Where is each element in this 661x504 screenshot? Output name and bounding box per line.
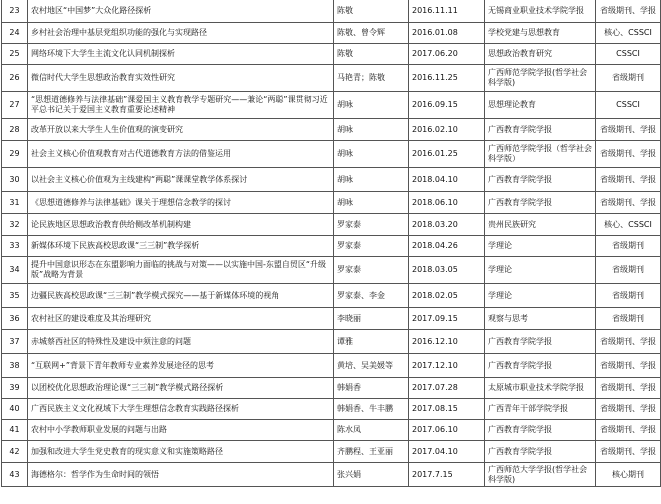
publication-table	[1, 0, 661, 487]
date-cell: 2017.7.15	[409, 463, 485, 487]
title-cell: 边疆民族高校思政课“三三制”教学模式探究——基于新媒体环境的视角	[28, 284, 334, 308]
title-cell: 以团校优化思想政治理论课“三三制”教学模式路径探析	[28, 378, 334, 399]
level-cell: 省级期刊	[596, 257, 661, 284]
title-cell: 广西民族主义文化视域下大学生理想信念教育实践路径探析	[28, 399, 334, 420]
authors-cell: 陈敬	[334, 44, 409, 65]
level-cell: 省级期刊、学报	[596, 119, 661, 141]
date-cell: 2016.02.10	[409, 119, 485, 141]
title-cell: 新媒体环境下民族高校思政课“三三制”教学探析	[28, 236, 334, 257]
title-cell: 社会主义核心价值观教育对古代道德教育方法的借鉴运用	[28, 141, 334, 168]
journal-cell: 广西青年干部学院学报	[485, 399, 596, 420]
table-row	[2, 119, 661, 141]
authors-cell: 陈水凤	[334, 420, 409, 441]
table-row	[2, 236, 661, 257]
journal-cell: 学理论	[485, 236, 596, 257]
table-row	[2, 399, 661, 420]
row-number-cell: 37	[2, 330, 28, 354]
date-cell: 2017.08.15	[409, 399, 485, 420]
authors-cell: 韩娟香	[334, 378, 409, 399]
authors-cell: 陈敬	[334, 0, 409, 23]
row-number-cell: 29	[2, 141, 28, 168]
table-row	[2, 65, 661, 92]
level-cell: 核心、CSSCI	[596, 214, 661, 236]
journal-cell: 广西师范大学学报(哲学社会科学版)	[485, 463, 596, 487]
journal-cell: 学理论	[485, 257, 596, 284]
table-row	[2, 441, 661, 463]
table-row	[2, 92, 661, 119]
row-number-cell: 43	[2, 463, 28, 487]
title-cell: 农村社区的建设难度及其治理研究	[28, 308, 334, 330]
table-row	[2, 308, 661, 330]
row-number-cell: 42	[2, 441, 28, 463]
journal-cell: 贵州民族研究	[485, 214, 596, 236]
row-number-cell: 34	[2, 257, 28, 284]
journal-cell: 思想理论教育	[485, 92, 596, 119]
title-cell: “思想道德修养与法律基础”课爱国主义教育教学专题研究——兼论“两聪”课贯彻习近平总书记关于爱国主义教育重要论述精神	[28, 92, 334, 119]
authors-cell: 胡咏	[334, 168, 409, 192]
date-cell: 2016.09.15	[409, 92, 485, 119]
level-cell: 省级期刊	[596, 284, 661, 308]
table-row	[2, 330, 661, 354]
authors-cell: 胡咏	[334, 92, 409, 119]
publication-table-body	[2, 0, 661, 487]
title-cell: 以社会主义核心价值观为主线建构“两聪”课课堂教学体系探讨	[28, 168, 334, 192]
date-cell: 2016.11.11	[409, 0, 485, 23]
journal-cell: 广西师范学院学报(哲学社会科学版)	[485, 65, 596, 92]
date-cell: 2017.07.28	[409, 378, 485, 399]
journal-cell: 太原城市职业技术学院学报	[485, 378, 596, 399]
journal-cell: 思想政治教育研究	[485, 44, 596, 65]
title-cell: 农村地区“中国梦”大众化路径探析	[28, 0, 334, 23]
authors-cell: 胡咏	[334, 141, 409, 168]
date-cell: 2016.11.25	[409, 65, 485, 92]
authors-cell: 齐鹏程、王亚丽	[334, 441, 409, 463]
date-cell: 2017.09.15	[409, 308, 485, 330]
date-cell: 2018.04.10	[409, 168, 485, 192]
date-cell: 2017.04.10	[409, 441, 485, 463]
level-cell: 省级期刊	[596, 236, 661, 257]
table-row	[2, 284, 661, 308]
date-cell: 2016.01.25	[409, 141, 485, 168]
table-row	[2, 168, 661, 192]
level-cell: 省级期刊、学报	[596, 441, 661, 463]
authors-cell: 黄培、吴美媛等	[334, 354, 409, 378]
date-cell: 2017.12.10	[409, 354, 485, 378]
authors-cell: 罗家泰	[334, 214, 409, 236]
table-row	[2, 420, 661, 441]
authors-cell: 张兴娟	[334, 463, 409, 487]
row-number-cell: 41	[2, 420, 28, 441]
authors-cell: 韩娟香、牛丰鹏	[334, 399, 409, 420]
journal-cell: 学理论	[485, 284, 596, 308]
date-cell: 2016.12.10	[409, 330, 485, 354]
journal-cell: 广西教育学院学报	[485, 330, 596, 354]
date-cell: 2016.01.08	[409, 23, 485, 44]
title-cell: 改革开放以来大学生人生价值观的演变研究	[28, 119, 334, 141]
journal-cell: 广西教育学院学报	[485, 354, 596, 378]
journal-cell: 广西教育学院学报	[485, 192, 596, 214]
title-cell: 《思想道德修养与法律基础》课关于理想信念教学的探讨	[28, 192, 334, 214]
level-cell: 省级期刊	[596, 308, 661, 330]
date-cell: 2018.03.05	[409, 257, 485, 284]
title-cell: 提升中国意识形态在东盟影响力面临的挑战与对策——以实施中国-东盟自贸区“升级版”战略为背景	[28, 257, 334, 284]
level-cell: 省级期刊	[596, 65, 661, 92]
row-number-cell: 39	[2, 378, 28, 399]
title-cell: 加强和改进大学生党史教育的现实意义和实施策略路径	[28, 441, 334, 463]
journal-cell: 广西师范学院学报（哲学社会科学版）	[485, 141, 596, 168]
level-cell: 省级期刊、学报	[596, 354, 661, 378]
row-number-cell: 31	[2, 192, 28, 214]
title-cell: 赤城蔡西社区的特殊性及建设中须注意的问题	[28, 330, 334, 354]
level-cell: CSSCI	[596, 92, 661, 119]
date-cell: 2018.03.20	[409, 214, 485, 236]
row-number-cell: 35	[2, 284, 28, 308]
title-cell: 乡村社会治理中基层党组织功能的强化与实现路径	[28, 23, 334, 44]
authors-cell: 胡咏	[334, 192, 409, 214]
date-cell: 2017.06.10	[409, 420, 485, 441]
date-cell: 2018.02.05	[409, 284, 485, 308]
table-row	[2, 378, 661, 399]
table-row	[2, 257, 661, 284]
row-number-cell: 26	[2, 65, 28, 92]
title-cell: 海德格尔：哲学作为生命时间的领悟	[28, 463, 334, 487]
table-row	[2, 23, 661, 44]
journal-cell: 无锡商业职业技术学院学报	[485, 0, 596, 23]
title-cell: 农村中小学教师职业发展的问题与出路	[28, 420, 334, 441]
table-row	[2, 141, 661, 168]
title-cell: “互联网+”背景下青年教师专业素养发展途径的思考	[28, 354, 334, 378]
authors-cell: 罗家泰	[334, 257, 409, 284]
journal-cell: 广西教育学院学报	[485, 420, 596, 441]
table-row	[2, 44, 661, 65]
authors-cell: 谭雅	[334, 330, 409, 354]
date-cell: 2018.04.26	[409, 236, 485, 257]
row-number-cell: 38	[2, 354, 28, 378]
level-cell: 核心、CSSCI	[596, 23, 661, 44]
level-cell: 省级期刊、学报	[596, 168, 661, 192]
authors-cell: 李晓丽	[334, 308, 409, 330]
date-cell: 2017.06.20	[409, 44, 485, 65]
table-row	[2, 0, 661, 23]
level-cell: 省级期刊、学报	[596, 192, 661, 214]
authors-cell: 胡咏	[334, 119, 409, 141]
table-row	[2, 192, 661, 214]
title-cell: 微信时代大学生思想政治教育实效性研究	[28, 65, 334, 92]
title-cell: 论民族地区思想政治教育供给侧改革机制构建	[28, 214, 334, 236]
authors-cell: 罗家泰	[334, 236, 409, 257]
level-cell: CSSCI	[596, 44, 661, 65]
authors-cell: 马艳青；陈敬	[334, 65, 409, 92]
level-cell: 省级期刊、学报	[596, 330, 661, 354]
table-row	[2, 463, 661, 487]
row-number-cell: 36	[2, 308, 28, 330]
journal-cell: 广西教育学院学报	[485, 441, 596, 463]
row-number-cell: 33	[2, 236, 28, 257]
table-row	[2, 354, 661, 378]
authors-cell: 陈敬、曾令辉	[334, 23, 409, 44]
journal-cell: 学校党建与思想教育	[485, 23, 596, 44]
level-cell: 省级期刊、学报	[596, 0, 661, 23]
row-number-cell: 24	[2, 23, 28, 44]
journal-cell: 观察与思考	[485, 308, 596, 330]
row-number-cell: 25	[2, 44, 28, 65]
level-cell: 省级期刊、学报	[596, 378, 661, 399]
title-cell: 网络环境下大学生主流文化认同机制探析	[28, 44, 334, 65]
row-number-cell: 23	[2, 0, 28, 23]
table-row	[2, 214, 661, 236]
journal-cell: 广西教育学院学报	[485, 119, 596, 141]
level-cell: 省级期刊、学报	[596, 399, 661, 420]
row-number-cell: 27	[2, 92, 28, 119]
row-number-cell: 40	[2, 399, 28, 420]
journal-cell: 广西教育学院学报	[485, 168, 596, 192]
row-number-cell: 28	[2, 119, 28, 141]
authors-cell: 罗家泰、李金	[334, 284, 409, 308]
level-cell: 省级期刊、学报	[596, 420, 661, 441]
row-number-cell: 32	[2, 214, 28, 236]
level-cell: 省级期刊、学报	[596, 141, 661, 168]
date-cell: 2018.06.10	[409, 192, 485, 214]
level-cell: 核心期刊	[596, 463, 661, 487]
row-number-cell: 30	[2, 168, 28, 192]
